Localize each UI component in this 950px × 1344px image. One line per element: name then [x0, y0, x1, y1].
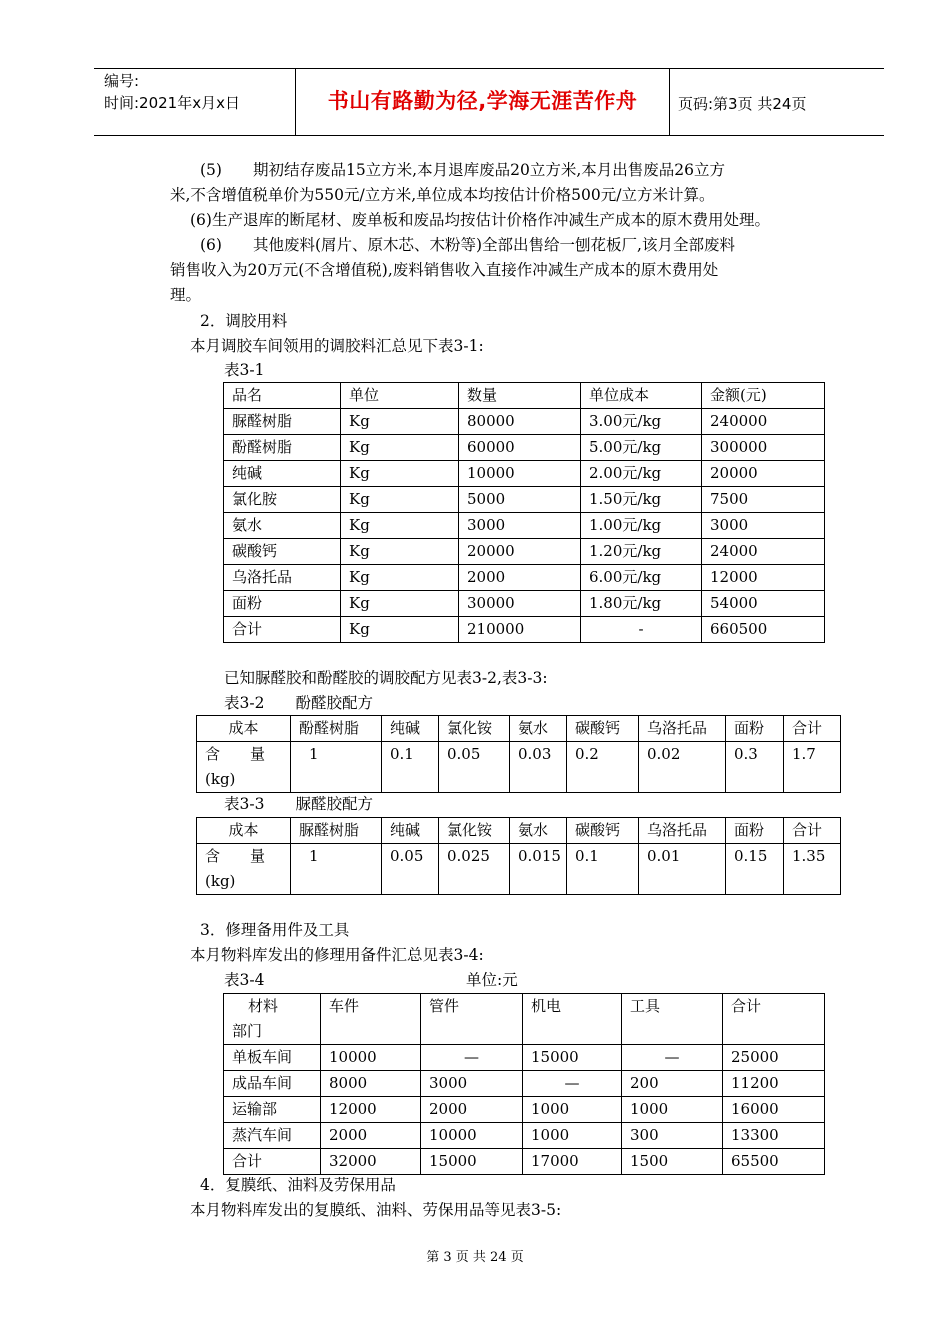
table-cell: 300	[622, 1123, 723, 1149]
table-cell: 8000	[321, 1071, 421, 1097]
table-header-cell: 合计	[784, 716, 841, 742]
table-header-cell: 数量	[459, 383, 581, 409]
formula-intro: 已知脲醛胶和酚醛胶的调胶配方见表3-2,表3-3:	[224, 669, 548, 687]
section-3-title: 3．修理备用件及工具	[200, 921, 350, 939]
table-cell: 1.35	[784, 844, 841, 895]
table-cell: 酚醛树脂	[224, 435, 341, 461]
table-cell: 1.00元/kg	[581, 513, 702, 539]
row-label-cell	[197, 844, 291, 895]
table-header-cell: 脲醛树脂	[291, 818, 382, 844]
page-footer: 第 3 页 共 24 页	[426, 1250, 524, 1265]
table-cell: 3.00元/kg	[581, 409, 702, 435]
header-bottom-rule	[94, 135, 884, 136]
table-cell: 0.1	[567, 844, 639, 895]
table-cell: 300000	[702, 435, 825, 461]
table-cell: 0.01	[639, 844, 726, 895]
table-cell: 12000	[321, 1097, 421, 1123]
table-cell: 0.015	[510, 844, 567, 895]
table-cell: 15000	[421, 1149, 523, 1175]
corner-header-cell	[224, 994, 321, 1045]
table-header-cell: 单位	[341, 383, 459, 409]
table-cell: 11200	[723, 1071, 825, 1097]
table-cell: 0.1	[382, 742, 439, 793]
section-4-intro: 本月物料库发出的复膜纸、油料、劳保用品等见表3-5:	[190, 1201, 562, 1219]
table-cell: 0.3	[726, 742, 784, 793]
table-header-cell: 面粉	[726, 716, 784, 742]
table-header-cell: 管件	[421, 994, 523, 1045]
table-cell: 2000	[321, 1123, 421, 1149]
table-row	[224, 1123, 825, 1149]
table-3-4-caption: 表3-4	[224, 971, 265, 989]
table-3-3	[196, 817, 841, 895]
table-header-cell: 机电	[523, 994, 622, 1045]
table-cell: 0.05	[382, 844, 439, 895]
table-cell: —	[622, 1045, 723, 1071]
table-cell: -	[581, 617, 702, 643]
table-cell: 碳酸钙	[224, 539, 341, 565]
table-cell: 6.00元/kg	[581, 565, 702, 591]
table-cell: Kg	[341, 565, 459, 591]
table-cell: 2000	[421, 1097, 523, 1123]
header-divider-2	[669, 68, 670, 136]
table-header-row	[197, 716, 841, 742]
table-row	[224, 1071, 825, 1097]
table-cell: 3000	[459, 513, 581, 539]
table-cell: 3000	[702, 513, 825, 539]
table-row	[224, 461, 825, 487]
table-cell: 5000	[459, 487, 581, 513]
table-header-cell: 单位成本	[581, 383, 702, 409]
table-header-cell: 成本	[197, 818, 291, 844]
table-3-4	[223, 993, 825, 1175]
para-6a: (6)生产退库的断尾材、废单板和废品均按估计价格作冲减生产成本的原木费用处理。	[190, 211, 770, 229]
table-cell: 240000	[702, 409, 825, 435]
table-cell: 10000	[321, 1045, 421, 1071]
table-header-cell: 成本	[197, 716, 291, 742]
table-cell: 54000	[702, 591, 825, 617]
header-page-number: 页码:第3页 共24页	[678, 95, 807, 113]
table-cell: 1.50元/kg	[581, 487, 702, 513]
table-cell: 0.2	[567, 742, 639, 793]
table-cell: 15000	[523, 1045, 622, 1071]
row-label: 含 量	[205, 847, 266, 865]
para-5-line1: (5) 期初结存废品15立方米,本月退库废品20立方米,本月出售废品26立方	[200, 161, 725, 179]
table-header-cell: 氨水	[510, 716, 567, 742]
table-cell: 1.7	[784, 742, 841, 793]
table-cell: Kg	[341, 617, 459, 643]
table-cell: 10000	[459, 461, 581, 487]
table-header-cell: 合计	[723, 994, 825, 1045]
table-header-row	[224, 994, 825, 1045]
table-cell: Kg	[341, 487, 459, 513]
corner-header-top: 材料	[248, 997, 279, 1015]
para-6b-line1: (6) 其他废料(屑片、原木芯、木粉等)全部出售给一刨花板厂,该月全部废料	[200, 236, 735, 254]
section-4-title: 4．复膜纸、油料及劳保用品	[200, 1176, 396, 1194]
table-cell: 1000	[622, 1097, 723, 1123]
table-cell: 65500	[723, 1149, 825, 1175]
table-cell: 面粉	[224, 591, 341, 617]
table-cell: 合计	[224, 617, 341, 643]
table-row	[224, 1045, 825, 1071]
table-cell: 7500	[702, 487, 825, 513]
table-cell: 0.05	[439, 742, 510, 793]
table-cell: 13300	[723, 1123, 825, 1149]
row-label-unit: (kg)	[205, 770, 236, 788]
header-top-rule	[94, 68, 884, 69]
table-cell: 210000	[459, 617, 581, 643]
table-header-cell: 品名	[224, 383, 341, 409]
table-cell: Kg	[341, 461, 459, 487]
table-cell: 0.02	[639, 742, 726, 793]
table-cell: 脲醛树脂	[224, 409, 341, 435]
table-header-row	[197, 818, 841, 844]
table-header-cell: 酚醛树脂	[291, 716, 382, 742]
table-cell: 20000	[702, 461, 825, 487]
table-row	[224, 591, 825, 617]
table-header-row	[224, 383, 825, 409]
section-2-intro: 本月调胶车间领用的调胶料汇总见下表3-1:	[190, 337, 484, 355]
table-cell: 0.03	[510, 742, 567, 793]
table-cell: 25000	[723, 1045, 825, 1071]
para-5-line2: 米,不含增值税单价为550元/立方米,单位成本均按估计价格500元/立方米计算。	[170, 186, 715, 204]
table-cell: Kg	[341, 591, 459, 617]
table-cell: 单板车间	[224, 1045, 321, 1071]
table-cell: 3000	[421, 1071, 523, 1097]
row-label-cell	[197, 742, 291, 793]
table-row	[224, 539, 825, 565]
table-row	[224, 1097, 825, 1123]
table-3-3-caption: 表3-3 脲醛胶配方	[224, 795, 373, 813]
table-total-row	[224, 1149, 825, 1175]
table-3-2	[196, 715, 841, 793]
table-3-4-unit: 单位:元	[466, 971, 518, 989]
table-header-cell: 乌洛托品	[639, 716, 726, 742]
table-header-cell: 金额(元)	[702, 383, 825, 409]
table-cell: 80000	[459, 409, 581, 435]
para-6b-line3: 理。	[170, 286, 202, 304]
table-cell: 0.15	[726, 844, 784, 895]
table-header-cell: 碳酸钙	[567, 818, 639, 844]
table-cell: 1500	[622, 1149, 723, 1175]
table-cell: 17000	[523, 1149, 622, 1175]
table-header-cell: 面粉	[726, 818, 784, 844]
table-cell: 200	[622, 1071, 723, 1097]
table-header-cell: 纯碱	[382, 716, 439, 742]
header-meta	[104, 70, 240, 114]
section-3-intro: 本月物料库发出的修理用备件汇总见表3-4:	[190, 946, 484, 964]
document-time: 时间:2021年x月x日	[104, 94, 240, 112]
table-cell: 合计	[224, 1149, 321, 1175]
table-cell: 660500	[702, 617, 825, 643]
table-cell: Kg	[341, 513, 459, 539]
document-number: 编号:	[104, 72, 140, 90]
table-header-cell: 氨水	[510, 818, 567, 844]
table-cell: 30000	[459, 591, 581, 617]
table-3-2-caption: 表3-2 酚醛胶配方	[224, 694, 373, 712]
table-cell: Kg	[341, 435, 459, 461]
corner-header-bottom: 部门	[232, 1022, 263, 1040]
table-cell: Kg	[341, 409, 459, 435]
table-cell: 成品车间	[224, 1071, 321, 1097]
table-cell: 10000	[421, 1123, 523, 1149]
table-cell: 2.00元/kg	[581, 461, 702, 487]
table-row	[224, 565, 825, 591]
table-cell: 运输部	[224, 1097, 321, 1123]
table-header-cell: 工具	[622, 994, 723, 1045]
table-cell: 32000	[321, 1149, 421, 1175]
table-cell: 60000	[459, 435, 581, 461]
table-cell: 1	[291, 742, 382, 793]
table-cell: 24000	[702, 539, 825, 565]
table-row	[224, 409, 825, 435]
row-label-unit: (kg)	[205, 872, 236, 890]
table-header-cell: 乌洛托品	[639, 818, 726, 844]
table-cell: 蒸汽车间	[224, 1123, 321, 1149]
table-header-cell: 碳酸钙	[567, 716, 639, 742]
table-header-cell: 氯化铵	[439, 716, 510, 742]
table-row	[224, 513, 825, 539]
table-cell: 2000	[459, 565, 581, 591]
table-cell: 纯碱	[224, 461, 341, 487]
table-cell: 1.20元/kg	[581, 539, 702, 565]
table-cell: 氨水	[224, 513, 341, 539]
table-cell: 16000	[723, 1097, 825, 1123]
table-3-1	[223, 382, 825, 643]
table-header-cell: 车件	[321, 994, 421, 1045]
table-header-cell: 合计	[784, 818, 841, 844]
table-cell: 1000	[523, 1123, 622, 1149]
table-header-cell: 纯碱	[382, 818, 439, 844]
table-cell: 1000	[523, 1097, 622, 1123]
table-header-cell: 氯化铵	[439, 818, 510, 844]
row-label: 含 量	[205, 745, 266, 763]
table-cell: 0.025	[439, 844, 510, 895]
para-6b-line2: 销售收入为20万元(不含增值税),废料销售收入直接作冲减生产成本的原木费用处	[170, 261, 719, 279]
section-2-title: 2．调胶用料	[200, 312, 288, 330]
table-cell: 12000	[702, 565, 825, 591]
table-row	[224, 435, 825, 461]
table-row	[197, 742, 841, 793]
table-cell: 乌洛托品	[224, 565, 341, 591]
table-cell: —	[421, 1045, 523, 1071]
table-cell: —	[523, 1071, 622, 1097]
table-3-1-caption: 表3-1	[224, 361, 265, 379]
table-cell: 1	[291, 844, 382, 895]
table-total-row	[224, 617, 825, 643]
table-row	[224, 487, 825, 513]
table-cell: 20000	[459, 539, 581, 565]
table-row	[197, 844, 841, 895]
header-motto: 书山有路勤为径,学海无涯苦作舟	[327, 89, 638, 113]
table-cell: 氯化胺	[224, 487, 341, 513]
table-cell: 1.80元/kg	[581, 591, 702, 617]
table-cell: Kg	[341, 539, 459, 565]
table-cell: 5.00元/kg	[581, 435, 702, 461]
